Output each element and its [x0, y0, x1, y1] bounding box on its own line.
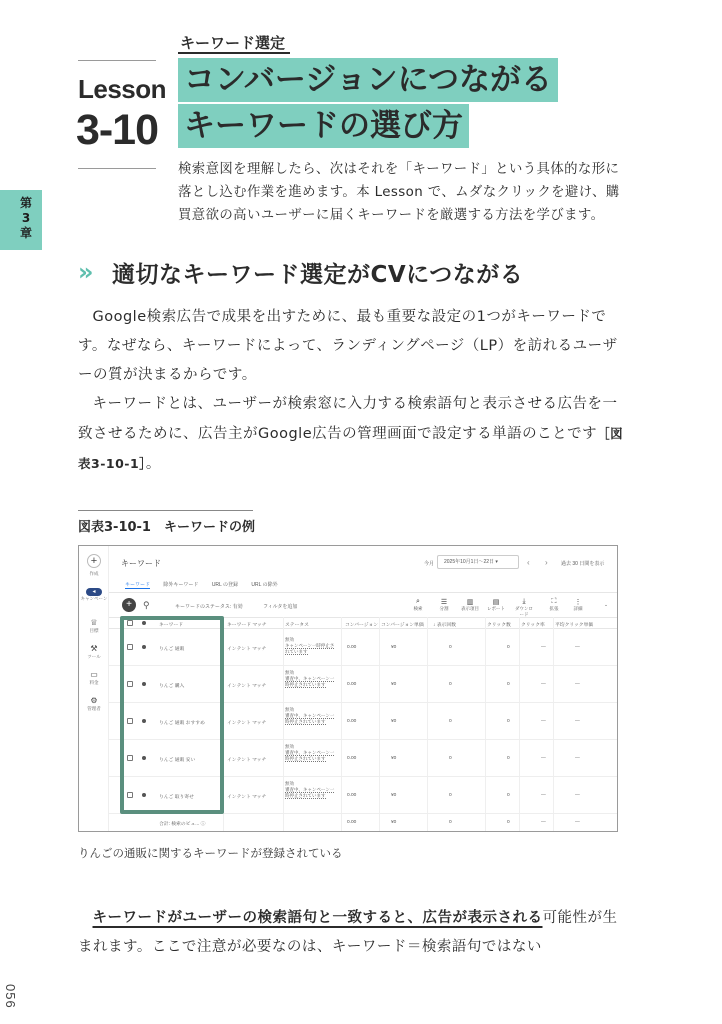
- tool-reports[interactable]: [485, 598, 507, 612]
- report-icon: ▤: [492, 599, 500, 606]
- credit-card-icon: ▭: [90, 670, 98, 679]
- footer-clicks: 0: [507, 820, 510, 825]
- footer-impressions: 0: [449, 820, 452, 825]
- tool-search-label: 検索: [413, 606, 423, 611]
- page-title-line-1: コンバージョンにつながる: [178, 58, 558, 102]
- cpa-cell: ¥0: [391, 793, 397, 798]
- impressions-cell: 0: [449, 645, 452, 650]
- screenshot-sidebar: [79, 546, 109, 832]
- match-cell: インテント マッチ: [227, 647, 267, 652]
- date-prev-button[interactable]: ‹: [527, 558, 530, 567]
- date-range-label: 今月: [424, 561, 435, 567]
- cpa-cell: ¥0: [391, 756, 397, 761]
- keyword-highlight-box: [120, 616, 224, 814]
- tab-url-exclude[interactable]: URL の除外: [251, 582, 278, 588]
- tool-segment-label: 分割: [439, 606, 449, 611]
- paragraph-3-text: 可能性が生まれます。ここで注意が必要なのは、キーワード＝検索語句ではない: [78, 910, 618, 955]
- tool-search[interactable]: [407, 598, 429, 612]
- ctr-cell: —: [541, 682, 546, 687]
- ctr-cell: —: [541, 756, 546, 761]
- figure-caption: りんごの通販に関するキーワードが登録されている: [78, 846, 343, 860]
- footer-total-label: [159, 820, 205, 827]
- ctr-cell: —: [541, 645, 546, 650]
- search-icon: ⌕: [416, 598, 420, 605]
- status-detail: キャンペーン一時停止されています: [285, 643, 335, 654]
- compare-toggle[interactable]: 過去 30 日間を表示: [561, 561, 605, 567]
- trophy-icon: ♕: [90, 618, 98, 627]
- status-cell: [285, 637, 337, 655]
- cpa-cell: ¥0: [391, 645, 397, 650]
- tool-segment[interactable]: [433, 598, 455, 612]
- date-range-picker[interactable]: [437, 555, 519, 569]
- sidebar-campaign-label: キャンペーン: [80, 596, 108, 601]
- tab-negative-keywords[interactable]: 除外キーワード: [163, 582, 199, 588]
- tool-expand-label: 拡張: [549, 606, 559, 611]
- footer-conv: 0.00: [347, 820, 357, 825]
- sidebar-item-admin[interactable]: [79, 696, 109, 712]
- keyword-cell[interactable]: りんご 取り寄せ: [159, 795, 194, 800]
- ctr-cell: —: [541, 793, 546, 798]
- sidebar-admin-label: 管理者: [87, 706, 101, 711]
- cpc-cell: —: [575, 793, 580, 798]
- category-label: キーワード選定: [180, 34, 286, 52]
- tab-url-include[interactable]: URL の登録: [211, 582, 239, 588]
- sidebar-tools-label: ツール: [87, 654, 101, 659]
- create-plus-icon[interactable]: +: [87, 554, 101, 568]
- emphasis-text: キーワードがユーザーの検索語句と一致すると、広告が表示される: [92, 910, 543, 926]
- lesson-rule-top: [78, 60, 156, 61]
- tool-columns-label: 表示項目: [461, 606, 479, 611]
- page-number: 056: [3, 984, 18, 1009]
- conv-cell: 0.00: [347, 756, 357, 761]
- screenshot-title: キーワード: [121, 559, 161, 568]
- status-cell: [285, 781, 337, 799]
- tool-more[interactable]: [567, 598, 589, 612]
- keyword-cell[interactable]: りんご 通販 安い: [159, 758, 196, 763]
- status-cell: [285, 744, 337, 762]
- filter-chip[interactable]: キーワードのステータス: 有効: [175, 604, 243, 610]
- col-cpa[interactable]: コンバージョン単価: [381, 623, 424, 628]
- lesson-number: 3-10: [75, 106, 159, 154]
- col-impressions[interactable]: ↓ 表示回数: [433, 623, 456, 628]
- conv-cell: 0.00: [347, 645, 357, 650]
- category-underline: [178, 52, 290, 54]
- more-vert-icon: ⋮: [574, 599, 582, 606]
- cpc-cell: —: [575, 682, 580, 687]
- date-range-value: 2025年10月1日〜22日: [444, 559, 495, 565]
- status-detail: 審査中、キャンペーン一時停止されています: [285, 713, 335, 724]
- impressions-cell: 0: [449, 719, 452, 724]
- footer-cpa: ¥0: [391, 820, 397, 825]
- impressions-cell: 0: [449, 793, 452, 798]
- impressions-cell: 0: [449, 682, 452, 687]
- footer-total-text: 合計: 検索のビュ...: [159, 822, 200, 827]
- sidebar-item-campaign[interactable]: [79, 588, 109, 602]
- cpc-cell: —: [575, 756, 580, 761]
- lesson-rule-bottom: [78, 168, 156, 169]
- status-primary: 無効: [285, 670, 294, 675]
- chapter-label: 第3章: [19, 196, 32, 240]
- sidebar-item-tools[interactable]: [79, 644, 109, 660]
- figure-label-rule: [78, 510, 253, 511]
- keyword-tabs: [125, 581, 290, 588]
- cpa-cell: ¥0: [391, 682, 397, 687]
- table-footer: [109, 814, 618, 832]
- ctr-cell: —: [541, 719, 546, 724]
- tab-keywords[interactable]: キーワード: [125, 582, 151, 588]
- conv-cell: 0.00: [347, 793, 357, 798]
- figure-label: 図表3-10-1 キーワードの例: [78, 520, 255, 535]
- megaphone-icon: ◂: [86, 588, 102, 596]
- impressions-cell: 0: [449, 756, 452, 761]
- col-match-type[interactable]: キーワード マッチ: [227, 623, 267, 628]
- chevron-right-icon: »: [78, 258, 88, 286]
- conv-cell: 0.00: [347, 682, 357, 687]
- match-cell: インテント マッチ: [227, 721, 267, 726]
- cpa-cell: ¥0: [391, 719, 397, 724]
- footer-ctr: —: [541, 820, 546, 825]
- keyword-cell[interactable]: りんご 通販 おすすめ: [159, 721, 205, 726]
- clicks-cell: 0: [507, 756, 510, 761]
- clicks-cell: 0: [507, 682, 510, 687]
- paragraph-2-end: 。: [145, 456, 161, 472]
- status-primary: 無効: [285, 707, 294, 712]
- conv-cell: 0.00: [347, 719, 357, 724]
- status-cell: [285, 707, 337, 725]
- tool-columns[interactable]: [459, 598, 481, 612]
- keyword-screenshot: [78, 545, 618, 832]
- download-icon: ⤓: [522, 598, 526, 605]
- cpc-cell: —: [575, 719, 580, 724]
- keyword-cell[interactable]: りんご 購入: [159, 684, 185, 689]
- sidebar-item-billing[interactable]: [79, 670, 109, 686]
- dropdown-arrow-icon: ▾: [495, 559, 498, 565]
- status-primary: 無効: [285, 744, 294, 749]
- columns-icon: ▥: [466, 599, 474, 606]
- footer-cpc: —: [575, 820, 580, 825]
- paragraph-1: Google検索広告で成果を出すために、最も重要な設定の1つがキーワードです。なぜなら、キーワードによって、ランディングページ（LP）を訪れるユーザーの質が決まるからです。: [78, 309, 618, 383]
- toolbar-divider: [109, 592, 618, 593]
- sidebar-item-goals[interactable]: [79, 618, 109, 634]
- clicks-cell: 0: [507, 793, 510, 798]
- add-keyword-button[interactable]: +: [122, 598, 136, 612]
- paragraph-3: [78, 904, 626, 962]
- col-keyword[interactable]: キーワード: [159, 623, 183, 628]
- match-cell: インテント マッチ: [227, 795, 267, 800]
- col-ctr[interactable]: クリック率: [521, 623, 545, 628]
- section-heading: 適切なキーワード選定がCVにつながる: [112, 262, 524, 288]
- status-detail: 審査中、キャンペーン一時停止されています: [285, 750, 335, 761]
- status-cell: [285, 670, 337, 688]
- tools-icon: ⚒: [90, 644, 98, 653]
- match-cell: インテント マッチ: [227, 758, 267, 763]
- status-primary: 無効: [285, 637, 294, 642]
- gear-icon: ⚙: [90, 696, 98, 705]
- sidebar-create-label: 作成: [89, 571, 99, 576]
- tool-download[interactable]: [513, 598, 535, 618]
- sidebar-billing-label: 料金: [89, 680, 99, 685]
- lead-paragraph: 検索意図を理解したら、次はそれを「キーワード」という具体的な形に落とし込む作業を進めます。本 Lesson で、ムダなクリックを避け、購買意欲の高いユーザーに届くキーワードを厳選する方法を学びます。: [178, 162, 620, 223]
- col-avg-cpc[interactable]: 平均クリック単価: [555, 623, 594, 628]
- status-detail: 審査中、キャンペーン一時停止されています: [285, 787, 335, 798]
- col-conversions[interactable]: コンバージョン: [345, 623, 379, 628]
- tool-more-label: 詳細: [573, 606, 583, 611]
- match-cell: インテント マッチ: [227, 684, 267, 689]
- figure-reference: ［図表3-10-1］: [78, 426, 624, 471]
- status-primary: 無効: [285, 781, 294, 786]
- clicks-cell: 0: [507, 719, 510, 724]
- date-next-button[interactable]: ›: [545, 558, 548, 567]
- filter-icon[interactable]: ⚲: [143, 600, 150, 610]
- paragraph-2: [78, 390, 626, 479]
- tool-reports-label: レポート: [487, 606, 505, 611]
- expand-icon: ⛶: [551, 598, 557, 605]
- collapse-chevron-icon[interactable]: ⌄: [604, 602, 608, 607]
- col-status[interactable]: ステータス: [285, 623, 309, 628]
- tool-download-label: ダウンロード: [515, 606, 533, 617]
- cpc-cell: —: [575, 645, 580, 650]
- info-icon: ⓘ: [200, 822, 206, 827]
- col-impressions-label: 表示回数: [436, 623, 456, 628]
- tool-expand[interactable]: [543, 598, 565, 612]
- clicks-cell: 0: [507, 645, 510, 650]
- keyword-cell[interactable]: りんご 通販: [159, 647, 185, 652]
- add-filter-button[interactable]: フィルタを追加: [263, 604, 298, 610]
- segment-icon: ☰: [440, 599, 448, 606]
- status-detail: 審査中、キャンペーン一時停止されています: [285, 676, 335, 687]
- lesson-word: Lesson: [78, 74, 167, 104]
- page-title-line-2: キーワードの選び方: [178, 104, 469, 148]
- sidebar-goals-label: 目標: [89, 628, 99, 633]
- paragraph-2-text: キーワードとは、ユーザーが検索窓に入力する検索語句と表示させる広告を一致させるために、広告主がGoogle広告の管理画面で設定する単語のことです: [78, 396, 618, 442]
- col-clicks[interactable]: クリック数: [487, 623, 511, 628]
